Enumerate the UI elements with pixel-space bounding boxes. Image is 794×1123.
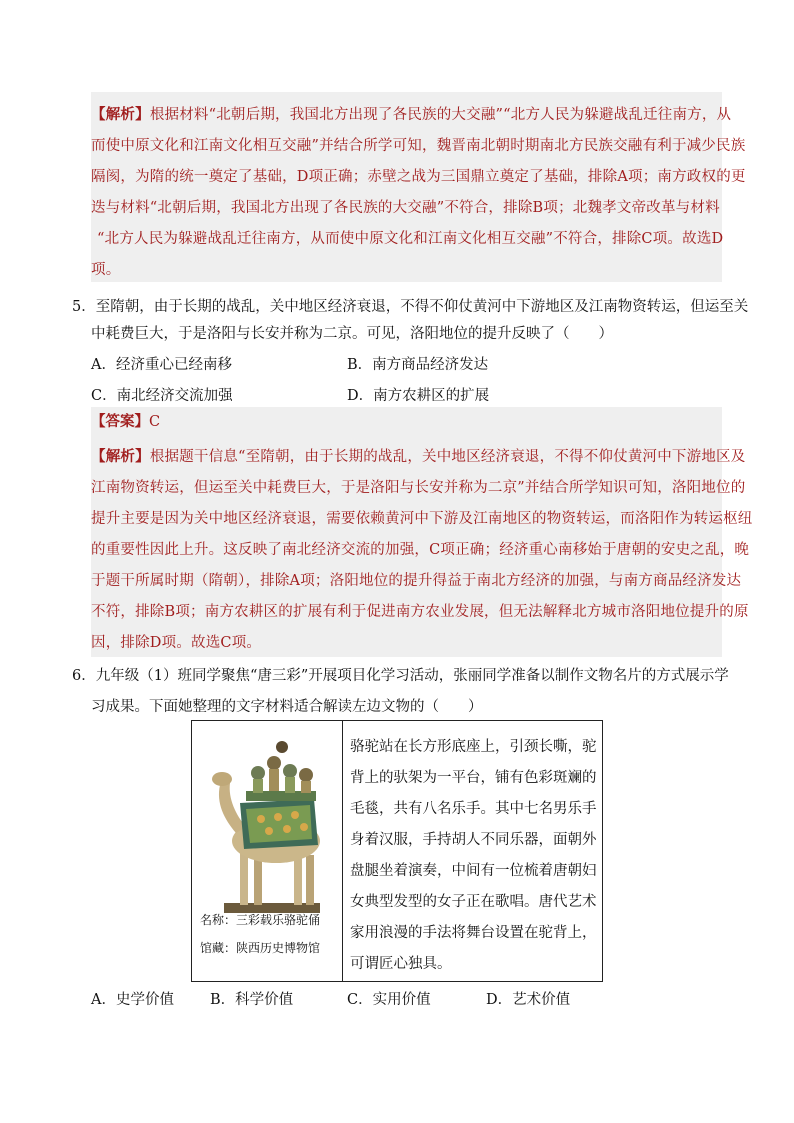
q6-option-d[interactable]: D．艺术价值 bbox=[486, 992, 571, 1008]
relic-description-line: 毛毯，共有八名乐手。其中七名男乐手 bbox=[350, 801, 597, 817]
q4-analysis-line: 隔阂，为隋的统一奠定了基础，D项正确；赤壁之战为三国鼎立奠定了基础，排除A项；南方政权的更 bbox=[91, 169, 746, 185]
camel-figurine-image bbox=[206, 733, 330, 917]
relic-card bbox=[191, 720, 603, 982]
relic-museum-caption: 馆藏：陕西历史博物馆 bbox=[200, 941, 321, 955]
section-tag: 【解析】 bbox=[91, 106, 150, 123]
q6-option-a[interactable]: A．史学价值 bbox=[91, 992, 174, 1008]
relic-description-line: 背上的驮架为一平台，铺有色彩斑斓的 bbox=[350, 770, 597, 786]
q5-analysis-line: 因，排除D项。故选C项。 bbox=[91, 635, 262, 651]
q5-option-a[interactable]: A．经济重心已经南移 bbox=[91, 357, 232, 373]
relic-description-line: 女典型发型的女子正在歌唱。唐代艺术 bbox=[350, 894, 597, 910]
q5-stem-line: 中耗费巨大，于是洛阳与长安并称为二京。可见，洛阳地位的提升反映了（ ） bbox=[91, 326, 613, 342]
q6-option-b[interactable]: B．科学价值 bbox=[210, 992, 294, 1008]
q5-analysis-line: 江南物资转运，但运至关中耗费巨大，于是洛阳与长安并称为二京”并结合所学知识可知，洛阳地位的 bbox=[91, 480, 746, 496]
card-divider bbox=[342, 721, 343, 981]
q5-option-b[interactable]: B．南方商品经济发达 bbox=[347, 357, 489, 373]
q5-analysis-line: 的重要性因此上升。这反映了南北经济交流的加强，C项正确；经济重心南移始于唐朝的安史之乱，晚 bbox=[91, 542, 750, 558]
q4-analysis-line: 项。 bbox=[91, 262, 121, 278]
q6-stem-line: 6．九年级（1）班同学聚焦“唐三彩”开展项目化学习活动，张丽同学准备以制作文物名片的方式展示学 bbox=[72, 668, 729, 684]
q5-answer: 【答案】C bbox=[91, 407, 722, 437]
relic-description-line: 骆驼站在长方形底座上，引颈长嘶，驼 bbox=[350, 739, 597, 755]
q4-analysis-line: “北方人民为躲避战乱迁往南方，从而使中原文化和江南文化相互交融”不符合，排除C项。故选D bbox=[97, 231, 724, 247]
q5-option-c[interactable]: C．南北经济交流加强 bbox=[91, 388, 233, 404]
section-tag: 【答案】 bbox=[91, 413, 149, 430]
relic-description-line: 可谓匠心独具。 bbox=[350, 956, 452, 972]
relic-description-line: 身着汉服，手持胡人不同乐器，面朝外 bbox=[350, 832, 597, 848]
q5-analysis-line: 【解析】根据题干信息“至隋朝，由于长期的战乱，关中地区经济衰退，不得不仰仗黄河中下游地区及 bbox=[91, 448, 746, 465]
q6-stem-line: 习成果。下面她整理的文字材料适合解读左边文物的（ ） bbox=[91, 699, 483, 715]
section-tag: 【解析】 bbox=[91, 448, 150, 465]
relic-description-line: 家用浪漫的手法将舞台设置在驼背上， bbox=[350, 925, 597, 941]
q5-analysis-block bbox=[91, 437, 753, 657]
relic-name-caption: 名称：三彩载乐骆驼俑 bbox=[200, 913, 321, 927]
q5-stem-line: 5．至隋朝，由于长期的战乱，关中地区经济衰退，不得不仰仗黄河中下游地区及江南物资转运，但运至关 bbox=[72, 299, 749, 315]
q5-option-d[interactable]: D．南方农耕区的扩展 bbox=[347, 388, 490, 404]
q6-option-c[interactable]: C．实用价值 bbox=[347, 992, 431, 1008]
q4-analysis-line: 迭与材料“北朝后期，我国北方出现了各民族的大交融”不符合，排除B项；北魏孝文帝改革与材料 bbox=[91, 200, 720, 216]
q4-analysis-line: 而使中原文化和江南文化相互交融”并结合所学可知，魏晋南北朝时期南北方民族交融有利于减少民族 bbox=[91, 138, 746, 154]
q5-analysis-line: 提升主要是因为关中地区经济衰退，需要依赖黄河中下游及江南地区的物资转运，而洛阳作为转运枢纽 bbox=[91, 511, 753, 527]
q5-analysis-line: 于题干所属时期（隋朝），排除A项；洛阳地位的提升得益于南北方经济的加强，与南方商品经济发达 bbox=[91, 573, 742, 589]
q4-analysis-line: 【解析】根据材料“北朝后期，我国北方出现了各民族的大交融”“北方人民为躲避战乱迁往南方，从 bbox=[91, 106, 732, 123]
relic-description-line: 盘腿坐着演奏，中间有一位梳着唐朝妇 bbox=[350, 863, 597, 879]
q5-analysis-line: 不符，排除B项；南方农耕区的扩展有利于促进南方农业发展，但无法解释北方城市洛阳地位提升的原 bbox=[91, 604, 749, 620]
q4-analysis-block bbox=[91, 92, 746, 282]
